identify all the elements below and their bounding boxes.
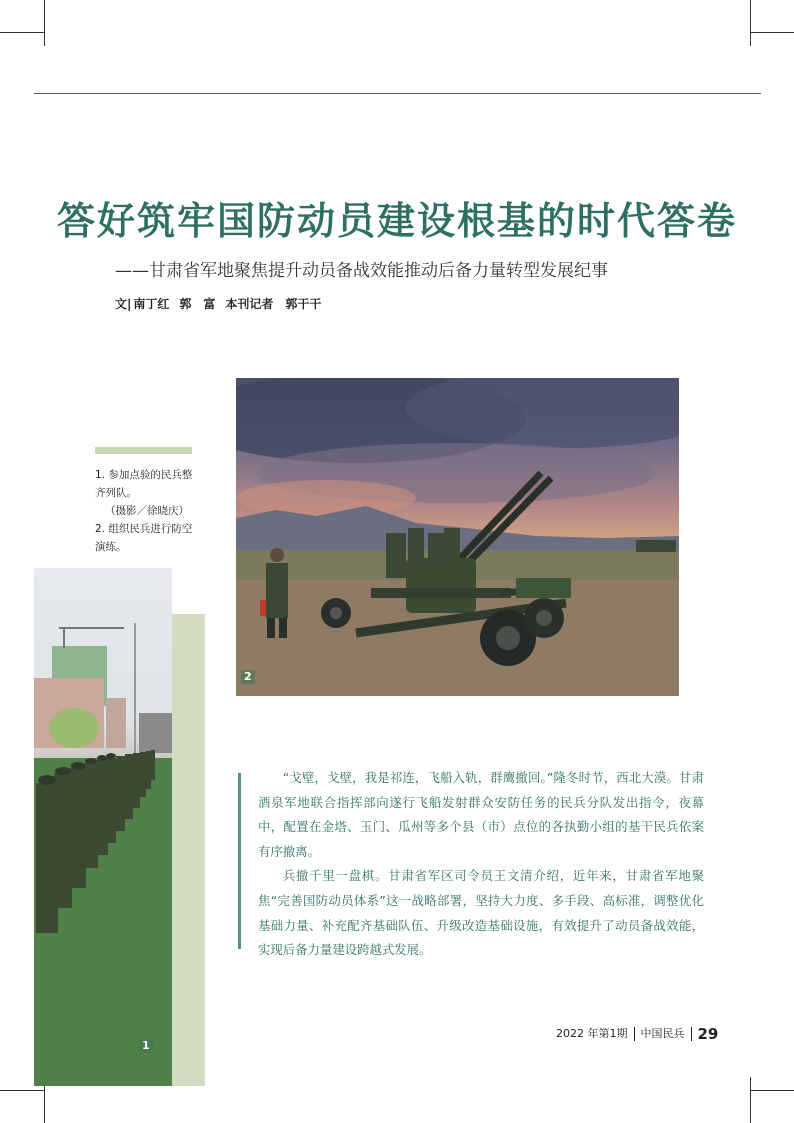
crop-mark [750, 1090, 794, 1091]
crop-mark [0, 32, 44, 33]
crop-mark [750, 32, 794, 33]
photo-militia-formation-scene [34, 568, 172, 1086]
footer-issue: 2022 年第1期 [556, 1027, 628, 1040]
caption-accent-bar [95, 447, 192, 454]
crop-mark [0, 1090, 44, 1091]
body-paragraph: “戈壁，戈壁，我是祁连，飞船入轨，群鹰撤回。”隆冬时节，西北大漠。甘肃酒泉军地联合指挥部向遂行飞船发射群众安防任务的民兵分队发出指令，夜幕中，配置在金塔、玉门、瓜州等多个县（市）点位的各执勤小组的基干民兵依案有序撤离。 [258, 770, 704, 859]
footer-separator [634, 1027, 635, 1041]
crop-mark [44, 0, 45, 46]
byline [115, 295, 331, 312]
byline-author: 南丁红 [133, 297, 170, 311]
body-accent-bar [238, 773, 241, 949]
byline-author: 本刊记者 郭干干 [225, 297, 322, 311]
photo-anti-aircraft-drill-scene [236, 378, 679, 696]
caption-item-1: 1. 参加点验的民兵整齐列队。 [95, 469, 193, 499]
photo-number-1: 1 [139, 1039, 153, 1053]
caption-item-2: 2. 组织民兵进行防空演练。 [95, 523, 193, 553]
page-footer [556, 1025, 718, 1043]
article-subtitle: ——甘肃省军地聚焦提升动员备战效能推动后备力量转型发展纪事 [115, 261, 608, 281]
photo-caption [95, 466, 195, 556]
footer-separator [691, 1027, 692, 1041]
crop-mark [750, 0, 751, 46]
byline-label: 文| [115, 297, 132, 311]
footer-magazine: 中国民兵 [640, 1027, 685, 1040]
crop-mark [750, 1077, 751, 1123]
photo-anti-aircraft-drill [236, 378, 679, 696]
body-paragraph: 兵撤千里一盘棋。甘肃省军区司令员王文清介绍，近年来，甘肃省军地聚焦“完善国防动员体系”这一战略部署，坚持大力度、多手段、高标准，调整优化基础力量、补充配齐基础队伍、升级改造基础设施，有效提升了动员备战效能，实现后备力量建设跨越式发展。 [258, 868, 704, 958]
page-number: 29 [697, 1025, 719, 1043]
caption-credit: （摄影／徐晓庆） [105, 505, 189, 517]
article-body [258, 766, 704, 963]
article-title: 答好筑牢国防动员建设根基的时代答卷 [56, 199, 737, 243]
byline-author: 郭 富 [179, 297, 216, 311]
photo-number-2: 2 [241, 670, 255, 684]
photo-militia-formation [34, 568, 172, 1086]
decorative-strip [172, 614, 205, 1086]
header-rule [34, 93, 761, 94]
